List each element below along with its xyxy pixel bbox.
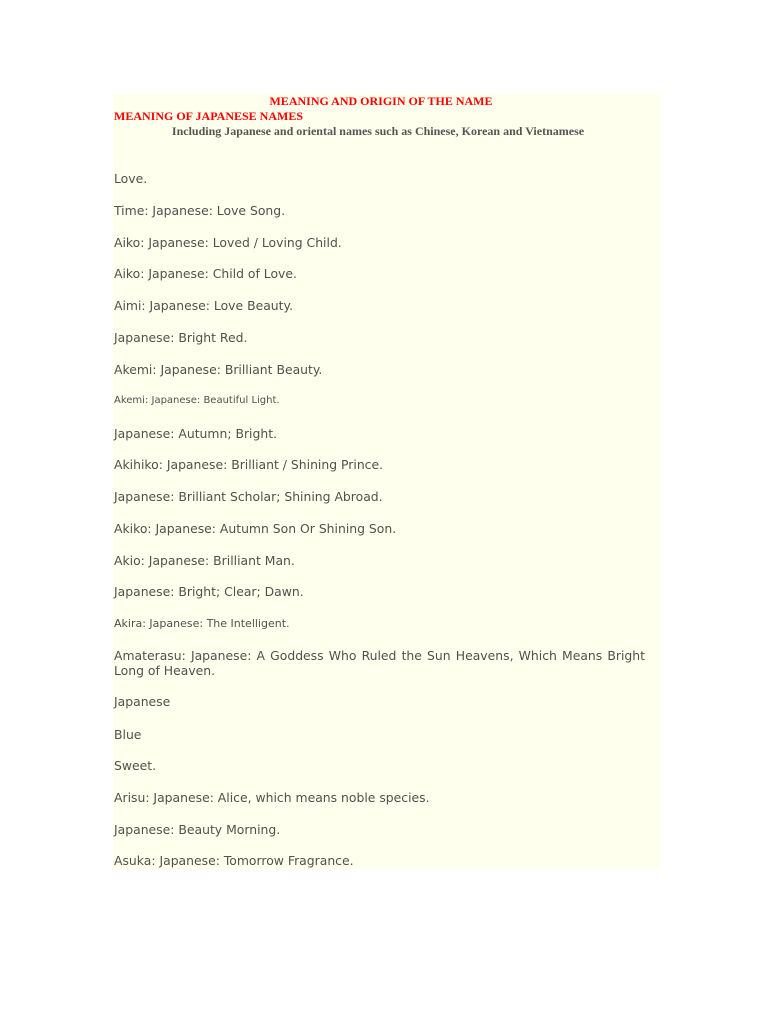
name-entry: Asuka: Japanese: Tomorrow Fragrance. bbox=[114, 853, 354, 868]
name-entry: Arisu: Japanese: Alice, which means noble species. bbox=[114, 790, 430, 805]
section-title: MEANING OF JAPANESE NAMES bbox=[114, 109, 304, 123]
name-entry: Aimi: Japanese: Love Beauty. bbox=[114, 298, 294, 313]
name-entry: Aiko: Japanese: Child of Love. bbox=[114, 266, 297, 281]
name-entry: Japanese: Bright Red. bbox=[114, 330, 248, 345]
name-entry: Akiko: Japanese: Autumn Son Or Shining Son. bbox=[114, 521, 397, 536]
name-entry: Japanese: Brilliant Scholar; Shining Abroad. bbox=[114, 489, 383, 504]
name-entry: Sweet. bbox=[114, 758, 157, 773]
name-entry: Blue bbox=[114, 727, 142, 742]
name-entry: Aiko: Japanese: Loved / Loving Child. bbox=[114, 235, 342, 250]
name-entry: Japanese: Beauty Morning. bbox=[114, 822, 281, 837]
name-entry: Akira: Japanese: The Intelligent. bbox=[114, 617, 290, 630]
name-entry: Love. bbox=[114, 171, 148, 186]
name-entry: Time: Japanese: Love Song. bbox=[114, 203, 286, 218]
name-entry: Japanese: Bright; Clear; Dawn. bbox=[114, 584, 304, 599]
name-entry: Amaterasu: Japanese: A Goddess Who Ruled the Sun Heavens, Which Means Bright Long of Heaven. bbox=[114, 648, 645, 678]
name-entry: Akihiko: Japanese: Brilliant / Shining Prince. bbox=[114, 457, 384, 472]
name-entry: Japanese bbox=[114, 694, 171, 709]
name-entry: Akemi: Japanese: Beautiful Light. bbox=[114, 395, 280, 406]
name-entry: Japanese: Autumn; Bright. bbox=[114, 426, 278, 441]
name-entry: Akio: Japanese: Brilliant Man. bbox=[114, 553, 295, 568]
document-panel bbox=[113, 94, 661, 869]
section-description: Including Japanese and oriental names such as Chinese, Korean and Vietnamese bbox=[171, 124, 585, 138]
page-title: MEANING AND ORIGIN OF THE NAME bbox=[269, 94, 493, 108]
name-entry: Akemi: Japanese: Brilliant Beauty. bbox=[114, 362, 323, 377]
